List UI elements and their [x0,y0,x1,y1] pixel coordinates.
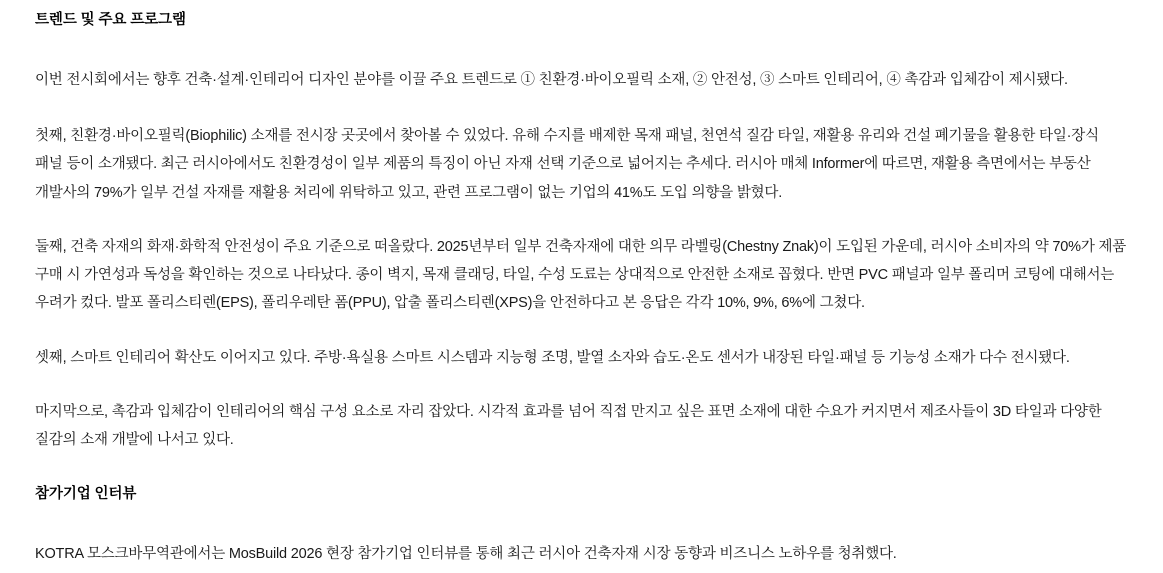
paragraph-intro: 이번 전시회에서는 향후 건축·설계·인테리어 디자인 분야를 이끌 주요 트렌드로 ① 친환경·바이오필릭 소재, ② 안전성, ③ 스마트 인테리어, ④ 촉감과 입체감이 제시됐다. [35,71,1068,88]
spacer [35,94,1128,122]
paragraph-first-trend: 첫째, 친환경·바이오필릭(Biophilic) 소재를 전시장 곳곳에서 찾아볼 수 있었다. 유해 수지를 배제한 목재 패널, 천연석 질감 타일, 재활용 유리와 건설 폐기물을 활용한 타일·장식 패널 등이 소개됐다. 최근 러시아에서도 친환경성이 일부 제품의 특징이 아닌 자재 선택 기준으로 넓어지는 추세다. 러시아 매체 Informer에 따르면, 재활용 측면에서는 부동산 개발사의 79%가 일부 건설 자재를 재활용 처리에 위탁하고 있고, 관련 프로그램이 없는 기업의 41%도 도입 의향을 밝혔다. [35,128,1099,201]
section-heading-trends: 트렌드 및 주요 프로그램 [35,12,186,28]
spacer [35,454,1128,484]
spacer [35,318,1128,344]
spacer [35,207,1128,233]
paragraph-third-trend: 셋째, 스마트 인테리어 확산도 이어지고 있다. 주방·욕실용 스마트 시스템과 지능형 조명, 발열 소자와 습도·온도 센서가 내장된 타일·패널 등 기능성 소재가 다수 전시됐다. [35,349,1070,366]
spacer [35,32,1128,66]
paragraph-second-trend: 둘째, 건축 자재의 화재·화학적 안전성이 주요 기준으로 떠올랐다. 2025년부터 일부 건축자재에 대한 의무 라벨링(Chestny Znak)이 도입된 가운데, 러시아 소비자의 약 70%가 제품 구매 시 가연성과 독성을 확인하는 것으로 나타났다. 종이 벽지, 목재 클래딩, 타일, 수성 도료는 상대적으로 안전한 소재로 꼽혔다. 반면 PVC 패널과 일부 폴리머 코팅에 대해서는 우려가 컸다. 발포 폴리스티렌(EPS), 폴리우레탄 폼(PPU), 압출 폴리스티렌(XPS)을 안전하다고 본 응답은 각각 10%, 9%, 6%에 그쳤다. [35,238,1127,312]
paragraph-interview: KOTRA 모스크바무역관에서는 MosBuild 2026 현장 참가기업 인터뷰를 통해 최근 러시아 건축자재 시장 동향과 비즈니스 노하우를 청취했다. [35,546,897,563]
spacer [35,372,1128,398]
paragraph-fourth-trend: 마지막으로, 촉감과 입체감이 인테리어의 핵심 구성 요소로 자리 잡았다. 시각적 효과를 넘어 직접 만지고 싶은 표면 소재에 대한 수요가 커지면서 제조사들이 3D 타일과 다양한 질감의 소재 개발에 나서고 있다. [35,403,1102,449]
section-heading-interview: 참가기업 인터뷰 [35,486,137,503]
spacer [35,506,1128,540]
